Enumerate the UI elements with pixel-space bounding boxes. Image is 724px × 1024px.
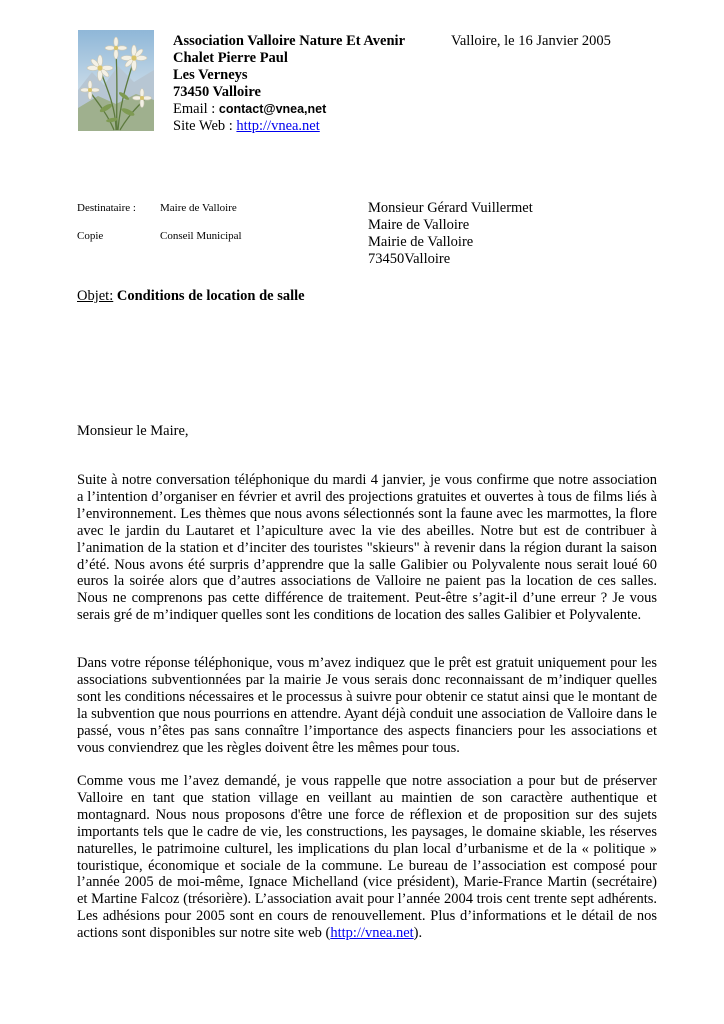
sender-name: Association Valloire Nature Et Avenir — [173, 33, 405, 49]
body-paragraph-3-text: Comme vous me l’avez demandé, je vous rappelle que notre association a pour but de préserver Valloire en tant que station village en veillant au maintien de son caractère authentique et montagnard. Nous nous proposons d'être une force de réflexion et de proposition sur des sujets importants tels que le cadre de vie, les constructions, les paysages, le domaine skiable, les réserves naturelles, le patrimoine culturel, les implications du plan local d’urbanisme et de la « politique » touristique, économique et sociale de la commune. Le bureau de l’association est composé pour l’année 2005 de moi-même, Ignace Michelland (vice président), Marie-France Martin (secrétaire) et Martine Falcoz (trésorière). L’association avait pour l’année 2004 trois cent trente sept adhérents. Les adhésions pour 2005 sont en cours de renouvellement. Plus d’informations et le détail de nos actions sont disponibles sur notre site web ( — [77, 773, 657, 942]
body-paragraph-2: Dans votre réponse téléphonique, vous m’avez indiquez que le prêt est gratuit uniquement pour les associations subventionnées par la mairie Je vous serais donc reconnaissant de m’indiquer quelles sont les conditions nécessaires et le processus à suivre pour obtenir ce statut ainsi que le montant de la subvention que nous pourrions en attendre. Ayant déjà conduit une association de Valloire dans le passé, vous n’êtes pas sans connaître l’importance des aspects financiers pour les associations et vous conviendrez que les règles doivent être les mêmes pour tous. — [77, 655, 657, 756]
recipient-line2: Maire de Valloire — [368, 217, 470, 233]
destinataire-value: Maire de Valloire — [160, 202, 237, 214]
body-paragraph-3-end: ). — [413, 925, 423, 942]
recipient-block — [368, 200, 533, 268]
edelweiss-logo — [78, 30, 154, 131]
sender-address-line3: 73450 Valloire — [173, 84, 261, 100]
body-paragraph-1: Suite à notre conversation téléphonique du mardi 4 janvier, je vous confirme que notre association a l’intention d’organiser en février et avril des projections gratuites et ouvertes à tous de films liés à l’environnement. Les thèmes que nous avons sélectionnés sont la faune avec les marmottes, la flore avec le jardin du Lautaret et l’apiculture avec la vie des abeilles. Notre but est de contribuer à l’animation de la station et d’inciter des touristes "skieurs" à revenir dans la région durant la saison d’été. Nous avons été surpris d’apprendre que la salle Galibier ou Polyvalente nous serait loué 60 euros la soirée alors que d’autres associations de Valloire ne paient pas la location de ces salles. Nous ne comprenons pas cette différence de traitement. Peut-être s’agit-il d’une erreur ? Je vous serais gré de m’indiquer quelles sont les conditions de location des salles Galibier et Polyvalente. — [77, 472, 657, 624]
recipient-line3: Mairie de Valloire — [368, 234, 474, 250]
sender-website-row — [173, 118, 405, 135]
subject-line — [77, 288, 305, 305]
body-paragraph-3 — [77, 773, 657, 942]
website-link[interactable]: http://vnea.net — [330, 925, 414, 942]
letter-date: Valloire, le 16 Janvier 2005 — [451, 33, 611, 49]
recipient-line4: 73450Valloire — [368, 251, 451, 267]
sender-email-label: Email : — [173, 101, 219, 117]
subject-value: Conditions de location de salle — [113, 288, 305, 304]
sender-address-line2: Les Verneys — [173, 67, 248, 83]
copie-label: Copie — [77, 230, 104, 242]
sender-email: contact@vnea,net — [218, 102, 327, 116]
sender-block — [173, 33, 405, 135]
recipient-line1: Monsieur Gérard Vuillermet — [368, 200, 533, 216]
sender-address-line1: Chalet Pierre Paul — [173, 50, 288, 66]
subject-label: Objet: — [77, 288, 114, 304]
sender-website-link[interactable]: http://vnea.net — [236, 118, 320, 134]
destinataire-label: Destinataire : — [77, 202, 136, 214]
salutation: Monsieur le Maire, — [77, 423, 189, 439]
sender-email-row — [173, 101, 405, 118]
sender-website-label: Site Web : — [173, 118, 237, 134]
copie-value: Conseil Municipal — [160, 230, 242, 242]
